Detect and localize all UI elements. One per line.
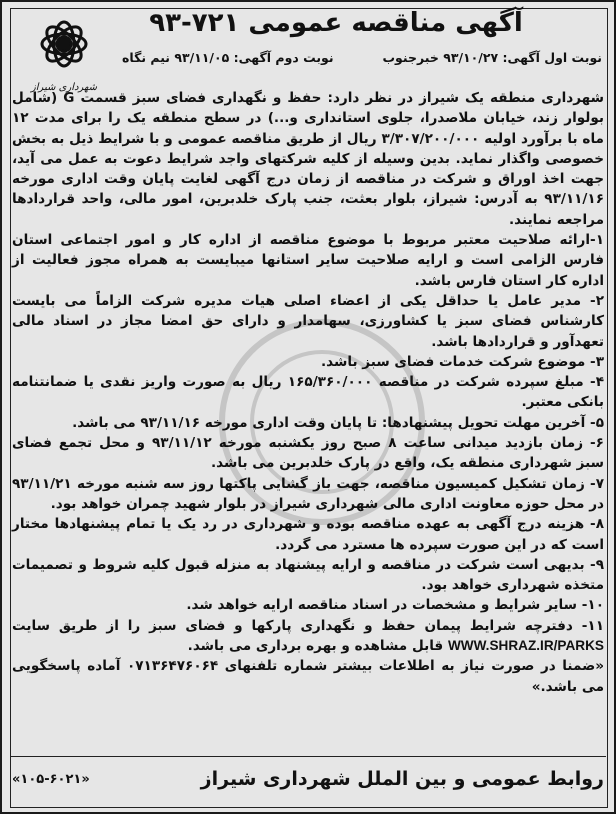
condition-item-7: ۷- زمان تشکیل کمیسیون مناقصه، جهت باز گشایی پاکتها روز سه شنبه مورخه ۹۳/۱۱/۲۱ در محل حوزه معاونت اداری مالی شهرداری شیراز در بلوار شهید چمران خواهد بود.: [12, 475, 604, 512]
condition-item-10: ۱۰- سایر شرایط و مشخصات در اسناد مناقصه ارایه خواهد شد.: [186, 597, 604, 614]
notice-header: [10, 8, 606, 96]
condition-item-3: ۳- موضوع شرکت خدمات فضای سبز باشد.: [320, 353, 604, 370]
notice-footer: [12, 762, 604, 796]
condition-item-9: ۹- بدیهی است شرکت در مناقصه و ارایه پیشنهاد به منزله قبول کلیه شروط و تصمیمات متخذه شهرداری خواهد بود.: [12, 556, 604, 594]
footer-organization: روابط عمومی و بین الملل شهرداری شیراز: [200, 768, 604, 790]
intro-paragraph: شهرداری منطقه یک شیراز در نظر دارد: حفظ و نگهداری فضای سبز قسمت G (شامل بولوار زند، خیابان ملاصدرا، جلوی استانداری و...) در سطح منطقه یک را برای مدت ۱۲ ماه با برآورد اولیه ۳/۳۰۷/۲۰۰/۰۰۰ ریال از طریق مناقصه عمومی و با شرایط ذیل به بخش خصوصی واگذار نماید. بدین وسیله از کلیه شرکتهای واجد شرایط دعوت به عمل می آید، جهت اخذ اوراق و شرکت در مناقصه از زمان درج آگهی لغایت پایان وقت اداری مورخه ۹۳/۱۱/۱۶ به آدرس: شیراز، بلوار بعثت، جنب پارک خلدبرین، امور مالی، واحد قراردادها مراجعه نمایند.: [12, 90, 604, 228]
condition-item-1: ۱-ارائه صلاحیت معتبر مربوط با موضوع مناقصه از اداره کار و امور اجتماعی استان فارس الزامی است و ارایه صلاحیت سایر استانها میبایست به همراه مجوز فعالیت از اداره کار استان فارس باشد.: [12, 232, 604, 289]
round-one: نوبت اول آگهی: ۹۳/۱۰/۲۷ خبرجنوب: [382, 50, 602, 65]
condition-item-8: ۸- هزینه درج آگهی به عهده مناقصه بوده و شهرداری در رد یک یا تمام پیشنهادها مختار است که در این صورت سپرده ها مسترد می گردد.: [12, 516, 604, 553]
round-two: نوبت دوم آگهی: ۹۳/۱۱/۰۵ نیم نگاه: [122, 50, 334, 65]
shiraz-municipality-logo: [14, 8, 114, 96]
condition-item-11: [12, 616, 604, 657]
publication-rounds: [122, 50, 602, 65]
logo-caption: شهرداری شیراز: [30, 82, 98, 93]
notice-title: آگهی مناقصه عمومی ۷۲۱-۹۳: [149, 8, 523, 38]
condition-item-11-suffix: قابل مشاهده و بهره برداری می باشد.: [187, 638, 444, 655]
contact-note: «ضمنا در صورت نیاز به اطلاعات بیشتر شماره تلفنهای ۰۷۱۳۶۴۷۶۰۶۴ آماده پاسخگویی می باشد.»: [12, 658, 604, 695]
notice-body: [12, 88, 604, 697]
parks-site-link[interactable]: WWW.SHRAZ.IR/PARKS: [447, 638, 604, 654]
condition-item-6: ۶- زمان بازدید میدانی ساعت ۸ صبح روز یکشنبه مورخه ۹۳/۱۱/۱۲ و محل تجمع فضای سبز شهرداری منطقه یک، واقع در پارک خلدبرین می باشد.: [12, 435, 604, 472]
condition-item-2: ۲- مدیر عامل یا حداقل یکی از اعضاء اصلی هیات مدیره شرکت الزاماً می بایست کارشناس فضای سبز یا کشاورزی، سهامدار و دارای حق امضا مجاز در اسناد مالی تعهدآور و قراردادها باشد.: [12, 292, 604, 350]
condition-item-5: ۵- آخرین مهلت تحویل پیشنهادها: تا پایان وقت اداری مورخه ۹۳/۱۱/۱۶ می باشد.: [72, 414, 604, 431]
condition-item-4: ۴- مبلغ سپرده شرکت در مناقصه ۱۶۵/۳۶۰/۰۰۰ ریال به صورت واریز نقدی یا ضمانتنامه بانکی معتبر.: [12, 374, 604, 411]
footer-code: «۱۰۵-۶۰۲۱»: [12, 771, 90, 787]
footer-divider: [10, 756, 606, 757]
condition-item-11-text: ۱۱- دفترچه شرایط پیمان حفظ و نگهداری پارکها و فضای سبز را از طریق سایت: [12, 617, 604, 634]
